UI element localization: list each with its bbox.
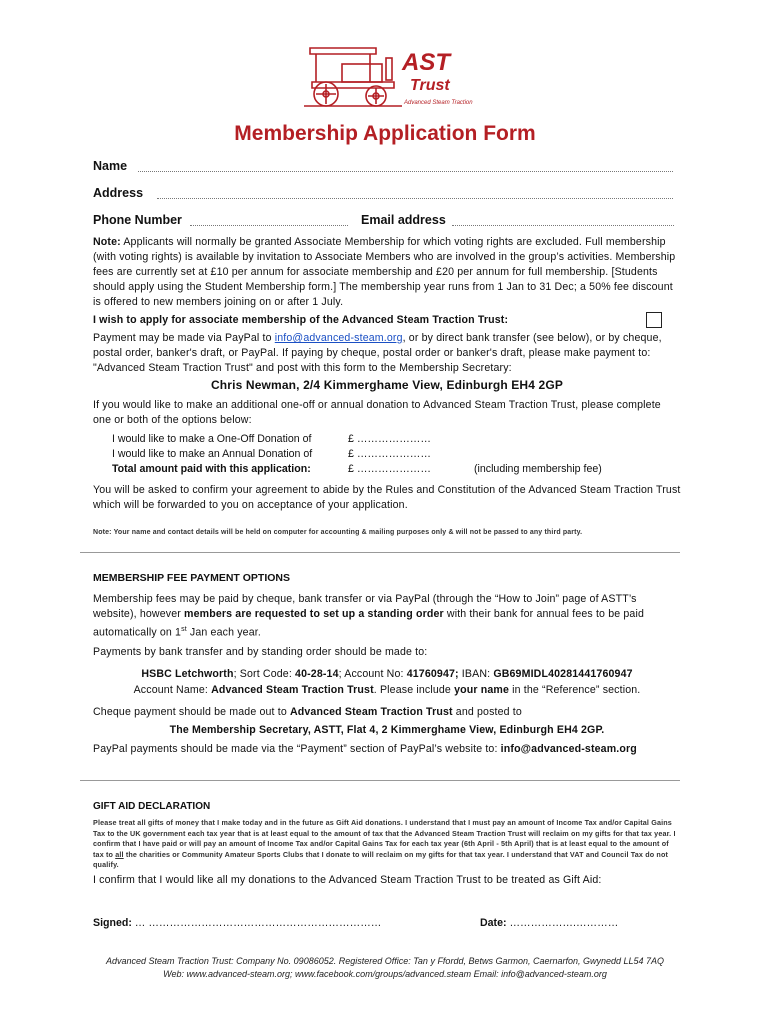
acct-label: ; Account No:: [338, 668, 407, 680]
email-field[interactable]: [452, 224, 674, 226]
fee-options-paragraph: [93, 592, 681, 641]
apply-checkbox[interactable]: [646, 312, 662, 328]
postal-address: The Membership Secretary, ASTT, Flat 4, 2 Kimmerghame View, Edinburgh EH4 2GP.: [169, 724, 605, 736]
section-divider-1: [80, 552, 680, 553]
ast-trust-logo: [302, 42, 473, 110]
payment-post: , or by direct bank transfer (see below), or by cheque, postal order, banker's draft, or PayPal. If paying by cheque, postal order or banker's draft, please make payment to: "Advanced Steam Traction Trust" and post with this form to the Membership Secretary:: [93, 332, 662, 374]
cheque-post: and posted to: [452, 706, 522, 718]
footer-company-info: Advanced Steam Traction Trust: Company No. 09086052. Registered Office: Tan y Ffordd, Betws Garmon, Caernarfon, Gwynedd LL54 7AQ: [105, 956, 665, 966]
total-amount-field[interactable]: £ …………………: [348, 463, 431, 475]
signature-line[interactable]: [93, 917, 381, 929]
address-field[interactable]: [157, 197, 673, 199]
footer-contact: Web: www.advanced-steam.org; www.facebook.com/groups/advanced.steam Email: info@advanced-steam.org: [163, 969, 607, 979]
cheque-pre: Cheque payment should be made out to: [93, 706, 290, 718]
secretary-address: Chris Newman, 2/4 Kimmerghame View, Edinburgh EH4 2GP: [210, 378, 564, 392]
fee-p1-pre: Membership fees may be paid by cheque, bank transfer or via PayPal (through the “How to Join” page of ASTT’s website), however: [93, 593, 637, 620]
phone-field[interactable]: [190, 224, 348, 226]
sort-code: 40-28-14: [295, 668, 339, 680]
note-label: Note:: [93, 236, 121, 248]
date-label: Date:: [480, 917, 507, 929]
total-amount-label: Total amount paid with this application:: [112, 463, 311, 475]
iban-label: IBAN:: [458, 668, 494, 680]
rules-confirmation: You will be asked to confirm your agreement to abide by the Rules and Constitution of the Advanced Steam Traction Trust which will be forwarded to you on acceptance of your application.: [93, 484, 681, 511]
fee-p1-bold: members are requested to set up a standing order: [184, 608, 444, 620]
logo-subname: Trust: [410, 77, 450, 94]
name-field[interactable]: [138, 170, 673, 172]
payment-instructions: [93, 331, 681, 376]
acct-name-label: Account Name:: [133, 684, 212, 696]
logo-name: AST: [402, 49, 450, 76]
payment-pre: Payment may be made via PayPal to: [93, 332, 275, 344]
paypal-instructions: [93, 742, 681, 757]
gift-text-bold: Advanced Steam Traction Trust: [414, 828, 527, 838]
apply-statement: I wish to apply for associate membership of the Advanced Steam Traction Trust:: [93, 314, 509, 326]
gift-aid-confirmation: I confirm that I would like all my donations to the Advanced Steam Traction Trust to be treated as Gift Aid:: [93, 874, 602, 886]
membership-note: [93, 235, 681, 310]
gift-aid-heading: GIFT AID DECLARATION: [93, 801, 211, 812]
bank-details: [93, 667, 681, 682]
oneoff-donation-field[interactable]: £ …………………: [348, 433, 431, 445]
account-number: 41760947;: [406, 668, 459, 680]
phone-label: Phone Number: [93, 213, 182, 227]
sort-label: ; Sort Code:: [233, 668, 296, 680]
ref-pre: . Please include: [373, 684, 455, 696]
fee-p1-end: Jan each year.: [186, 626, 261, 639]
signed-label: Signed:: [93, 917, 132, 929]
ref-post: in the “Reference” section.: [509, 684, 641, 696]
traction-engine-icon: [302, 42, 473, 110]
privacy-note: Note: Your name and contact details will be held on computer for accounting & mailing purposes only & will not be passed to any third party.: [93, 529, 583, 536]
email-label: Email address: [361, 213, 446, 227]
annual-donation-field[interactable]: £ …………………: [348, 448, 431, 460]
name-label: Name: [93, 159, 128, 173]
bank-name: HSBC Letchworth: [141, 668, 234, 680]
fee-p1-post: with their bank for annual fees to be paid automatically on 1: [93, 608, 645, 639]
paypal-email-link[interactable]: info@advanced-steam.org: [274, 332, 403, 344]
ref-bold: your name: [454, 684, 510, 696]
donation-intro: If you would like to make an additional one-off or annual donation to Advanced Steam Traction Trust, please complete one or both of the options below:: [93, 399, 661, 426]
address-label: Address: [93, 186, 144, 200]
annual-donation-label: I would like to make an Annual Donation of: [112, 448, 313, 460]
page-title: Membership Application Form: [234, 122, 536, 145]
cheque-payee: Advanced Steam Traction Trust: [289, 706, 453, 718]
iban: GB69MIDL40281441760947: [493, 668, 633, 680]
gift-text-b: will reclaim on my gifts for that tax year. I confirm that I have paid or will pay an amount of Income Tax and/or Capital Gains Tax for each tax year (6th April - 5th April) that is at least equal to the amount of tax to: [93, 828, 676, 859]
note-text: Applicants will normally be granted Associate Membership for which voting rights are excluded. Full membership (with voting rights) is available by invitation to Associate Members who are involved in the group’s activities. Membership fees are currently set at £10 per annum for associate membership and £20 per annum for full membership. [Students should apply using the Student Membership form.] The membership year runs from 1 Jan to 31 Dec; a 50% fee discount is offered to new members joining on or after 1 July.: [93, 236, 676, 308]
paypal-pre: PayPal payments should be made via the “Payment” section of PayPal’s website to:: [93, 743, 501, 755]
date-dots: ……………….…………: [506, 917, 619, 929]
gift-text-a: Please treat all gifts of money that I make today and in the future as Gift Aid donations. I understand that I must pay an amount of Income Tax and/or Capital Gains Tax to the UK government each tax year that is at least equal to the amount of tax that the: [93, 818, 672, 838]
signed-dots: … …………………………………………………………: [131, 917, 382, 929]
oneoff-donation-label: I would like to make a One-Off Donation of: [112, 433, 312, 445]
fee-options-heading: MEMBERSHIP FEE PAYMENT OPTIONS: [93, 572, 291, 584]
logo-tagline: Advanced Steam Traction: [404, 100, 473, 106]
account-name: Advanced Steam Traction Trust: [211, 684, 374, 696]
cheque-instructions: [93, 705, 681, 720]
fee-p1-sup: st: [181, 626, 187, 633]
section-divider-2: [80, 780, 680, 781]
gift-text-c: the charities or Community Amateur Sports Clubs that I donate to will reclaim on my gifts for that tax year. I understand that VAT and Council Tax do not qualify.: [93, 849, 669, 869]
paypal-email: info@advanced-steam.org: [500, 743, 637, 755]
bank-transfer-intro: Payments by bank transfer and by standing order should be made to:: [93, 646, 428, 658]
account-name-line: [93, 683, 681, 698]
gift-aid-text: [93, 818, 681, 871]
gift-text-all: all: [115, 849, 124, 859]
total-amount-note: (including membership fee): [474, 463, 602, 475]
date-line[interactable]: [480, 917, 618, 929]
